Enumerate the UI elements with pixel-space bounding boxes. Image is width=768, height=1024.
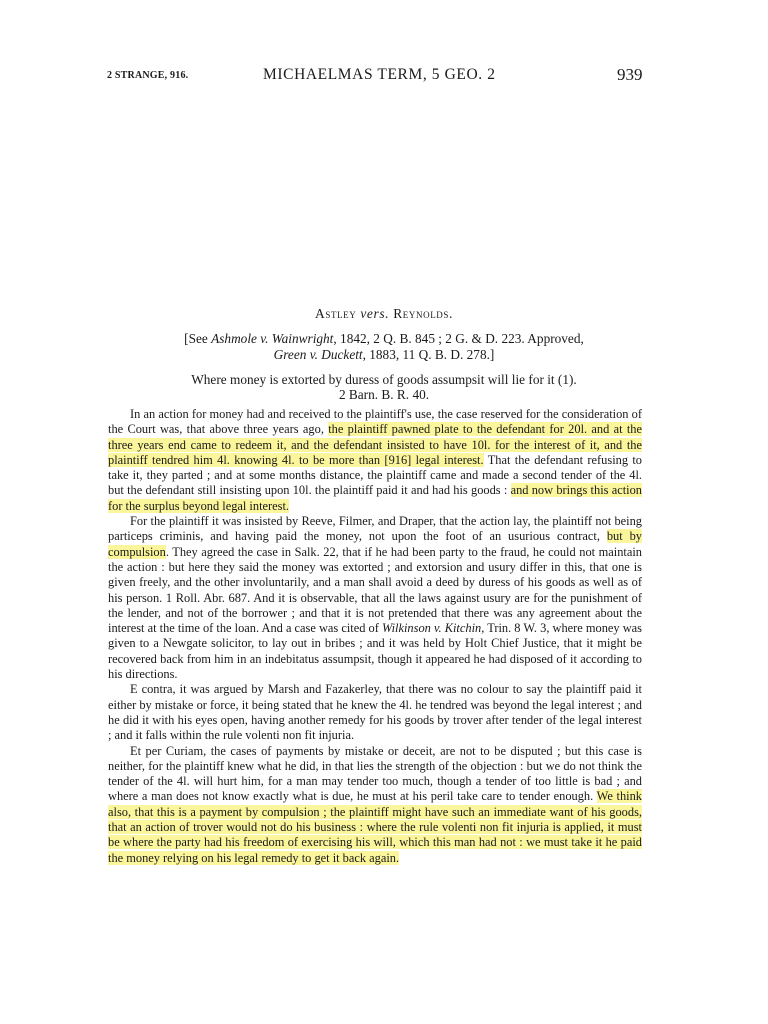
highlighted-passage: but by compulsion xyxy=(108,529,642,559)
paragraph-facts xyxy=(108,407,642,514)
running-header-reference: 2 STRANGE, 916. xyxy=(107,70,189,81)
cited-case: Wilkinson v. Kitchin xyxy=(381,621,482,636)
highlighted-passage: the plaintiff pawned plate to the defendant for 20l. and at the three years end came to redeem it, and the defendant insisted to have 10l. for the interest of it, and the plaintiff tendred him 4l. knowing 4l. to be more than [916] legal interest. xyxy=(108,422,642,467)
citation-text-1b: , 1842, 2 Q. B. 845 ; 2 G. & D. 223. Approved, xyxy=(333,331,584,346)
citation-note xyxy=(0,331,768,363)
case-title-plaintiff: Astley xyxy=(315,306,357,321)
paragraph-plaintiff-argument xyxy=(108,514,642,682)
paragraph-text: . They agreed the case in Salk. 22, that if he had been party to the fraud, he could not maintain the action : but here they said the money was extorted ; and extorsion and usury differ in this, that one is given freely, and the other involuntarily, and a man shall avoid a deed by duress of his goods as well as of his person. 1 Roll. Abr. 687. And it is observable, that all the laws against usury are for the punishment of the lender, and not of the borrower ; and that it is not pretended that there was any agreement about the interest at the time of the loan. And a case was cited of xyxy=(108,544,642,636)
paragraph-text: That the defendant refusing to take it, they parted ; and at some months distance, the plaintiff came and made a second tender of the 4l. but the defendant still insisting upon 10l. the plaintiff paid it and had his goods : xyxy=(108,452,642,498)
case-title-vers: vers. xyxy=(360,306,390,321)
page-number: 939 xyxy=(617,65,643,84)
paragraph-text: In an action for money had and received to the plaintiff's use, the case reserved for the consideration of the Court was, that above three years ago, xyxy=(108,407,642,437)
citation-case-2: Green v. Duckett xyxy=(273,347,363,362)
paragraph-text: Et per Curiam, the cases of payments by mistake or deceit, are not to be disputed ; but this case is neither, for the plaintiff knew what he did, in that lies the strength of the objection : but we do not think the tender of the 4l. will hurt him, for a man may tender too much, though a tender of too little is bad ; and where a man does not know exactly what is due, he must at his peril take care to tender enough. xyxy=(108,743,642,804)
citation-text-2b: , 1883, 11 Q. B. D. 278.] xyxy=(362,347,495,362)
highlighted-passage: We think also, that this is a payment by compulsion ; the plaintiff might have such an immediate want of his goods, that an action of trover would not do his business : where the rule volenti non fit injuria is applied, it must be where the party had his freedom of exercising his will, which this man had not : we must take it he paid the money relying on his legal remedy to get it back again. xyxy=(108,789,642,865)
running-header-title: MICHAELMAS TERM, 5 GEO. 2 xyxy=(263,66,496,83)
paragraph-text: , Trin. 8 W. 3, where money was given to a Newgate solicitor, to lay out in bribes ; and it was held by Holt Chief Justice, that it might be recovered back from him in an indebitatus assumpsit, though it appeared he had disposed of it according to his directions. xyxy=(108,621,642,682)
judgment-body xyxy=(108,407,642,866)
paragraph-court-opinion xyxy=(108,744,642,866)
case-title-defendant: Reynolds. xyxy=(393,306,453,321)
citation-text-1a: [See xyxy=(184,331,212,346)
headnote xyxy=(0,372,768,402)
citation-case-1: Ashmole v. Wainwright xyxy=(211,331,334,346)
headnote-line-2: 2 Barn. B. R. 40. xyxy=(338,387,430,402)
case-title xyxy=(0,306,768,322)
headnote-line-1: Where money is extorted by duress of goods assumpsit will lie for it (1). xyxy=(191,372,577,387)
paragraph-text: For the plaintiff it was insisted by Reeve, Filmer, and Draper, that the action lay, the plaintiff not being particeps criminis, and having paid the money, not upon the foot of an usurious contract, xyxy=(108,514,642,544)
paragraph-text: E contra, it was argued by Marsh and Fazakerley, that there was no colour to say the plaintiff paid it either by mistake or force, it being stated that he knew the 4l. he tendred was beyond the legal interest ; and he did it with his eyes open, having another remedy for his goods by trover after tender of the legal interest ; and it falls within the rule volenti non fit injuria. xyxy=(108,682,642,743)
highlighted-passage: and now brings this action for the surplus beyond legal interest. xyxy=(108,483,642,513)
paragraph-defendant-argument xyxy=(108,682,642,743)
